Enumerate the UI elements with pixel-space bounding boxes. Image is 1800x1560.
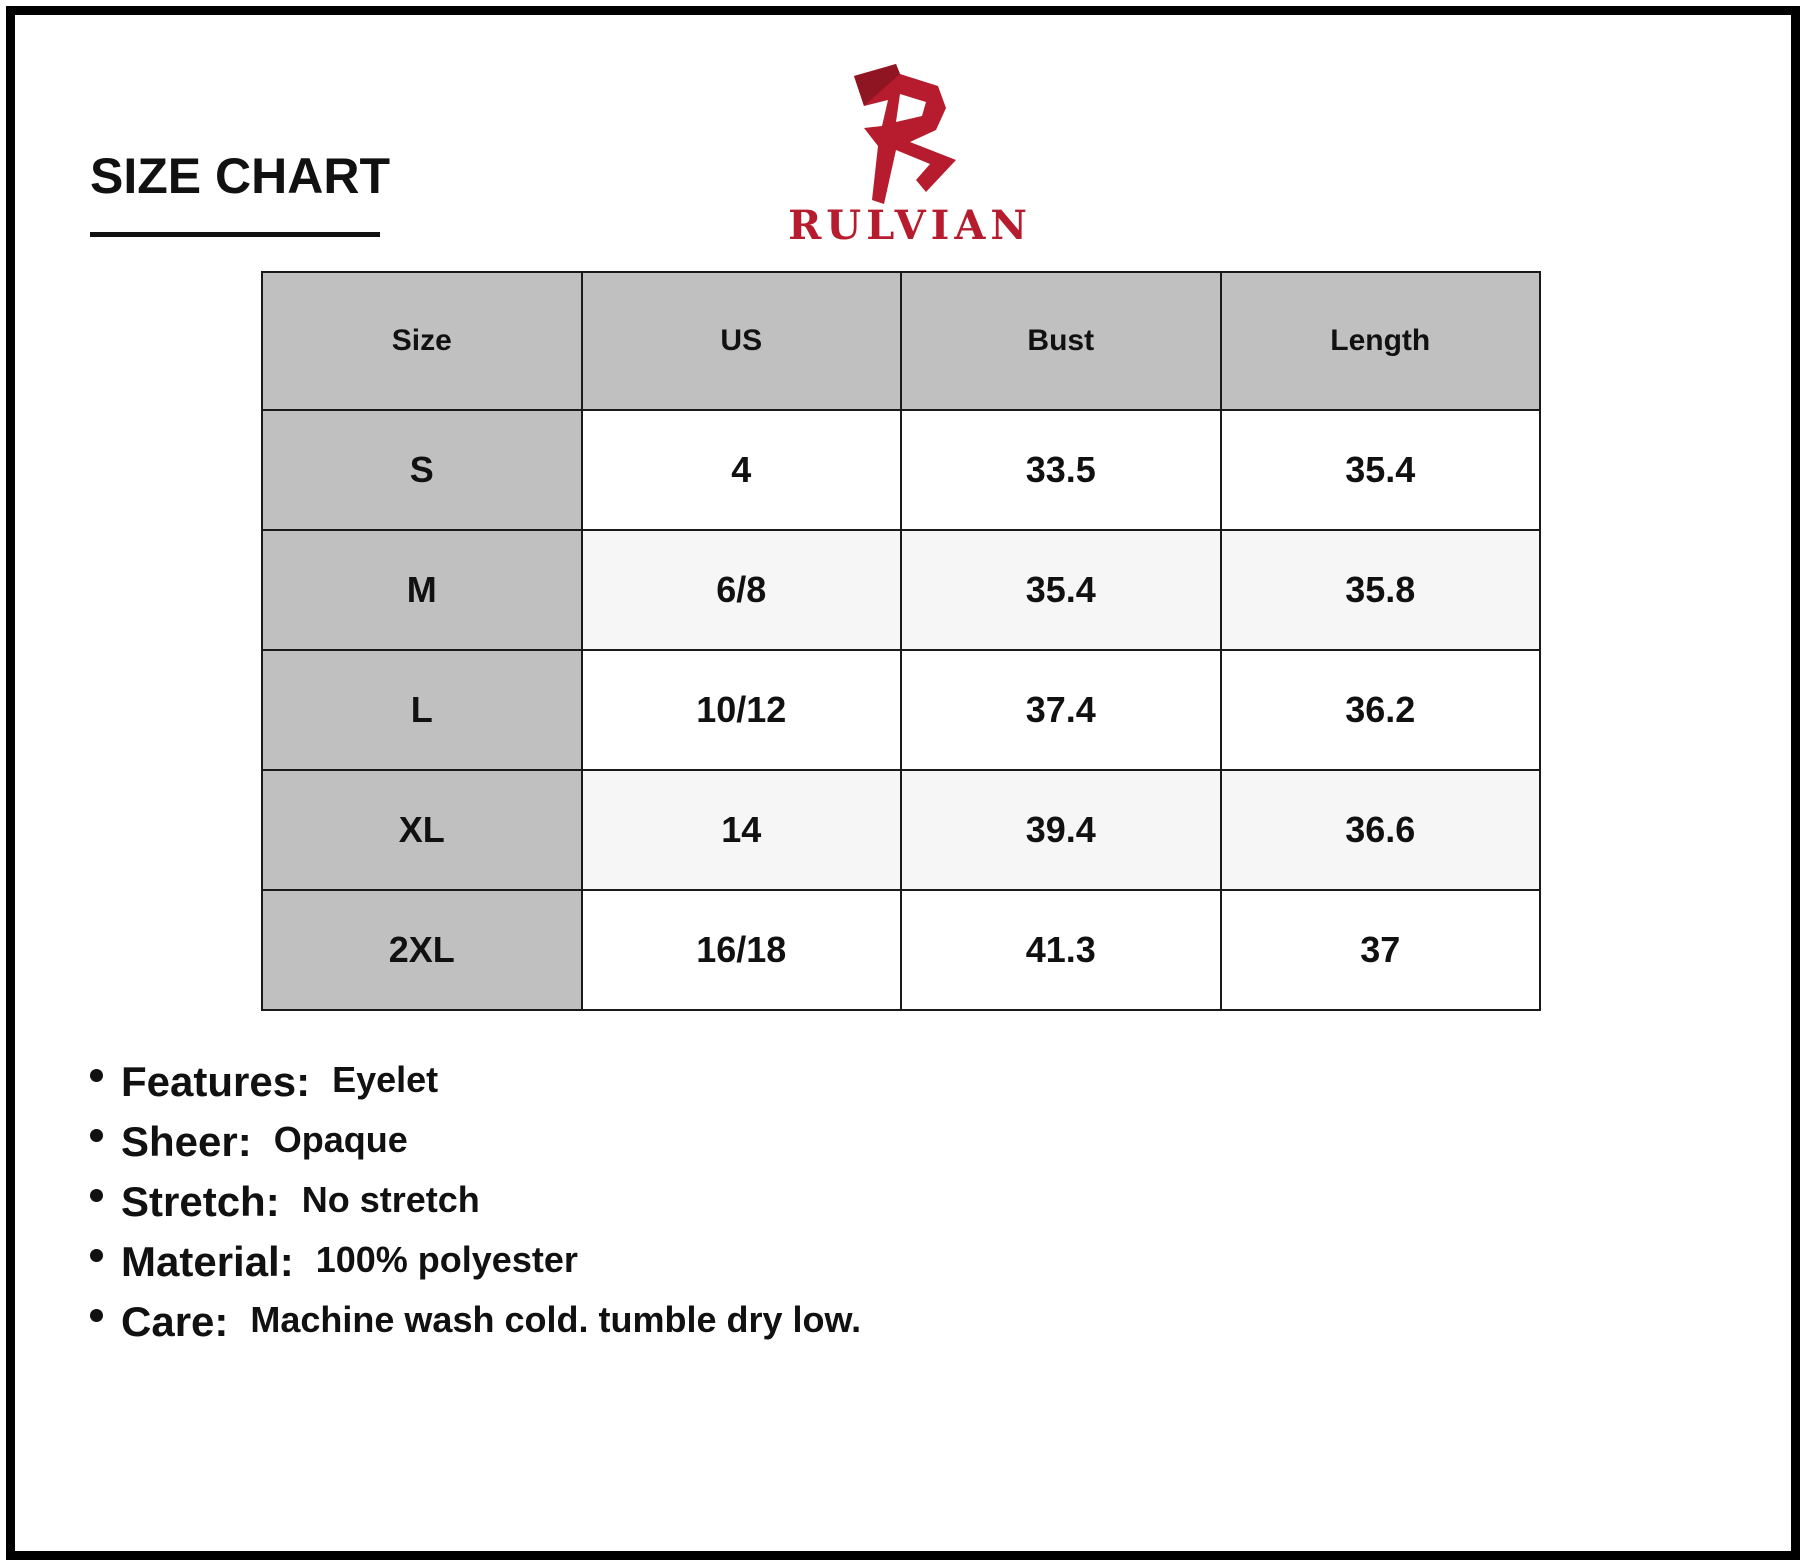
cell-bust: 33.5 bbox=[901, 410, 1221, 530]
feature-label: Stretch: bbox=[121, 1178, 280, 1225]
cell-us: 14 bbox=[582, 770, 902, 890]
list-item bbox=[90, 1238, 861, 1298]
cell-bust: 35.4 bbox=[901, 530, 1221, 650]
header-size: Size bbox=[262, 272, 582, 410]
cell-us: 10/12 bbox=[582, 650, 902, 770]
cell-length: 35.8 bbox=[1221, 530, 1541, 650]
size-chart-heading bbox=[90, 148, 390, 237]
page-title: SIZE CHART bbox=[90, 148, 390, 204]
bullet-icon bbox=[90, 1309, 103, 1322]
cell-us: 16/18 bbox=[582, 890, 902, 1010]
bullet-icon bbox=[90, 1069, 103, 1082]
table-row bbox=[262, 890, 1540, 1010]
title-underline bbox=[90, 232, 380, 237]
cell-size: S bbox=[262, 410, 582, 530]
cell-size: L bbox=[262, 650, 582, 770]
cell-bust: 39.4 bbox=[901, 770, 1221, 890]
cell-length: 37 bbox=[1221, 890, 1541, 1010]
cell-us: 4 bbox=[582, 410, 902, 530]
header-bust: Bust bbox=[901, 272, 1221, 410]
feature-label: Features: bbox=[121, 1058, 311, 1105]
cell-us: 6/8 bbox=[582, 530, 902, 650]
bullet-icon bbox=[90, 1189, 103, 1202]
feature-list bbox=[90, 1058, 861, 1358]
list-item bbox=[90, 1178, 861, 1238]
brand-logo bbox=[770, 64, 1050, 254]
cell-length: 36.2 bbox=[1221, 650, 1541, 770]
table-header-row bbox=[262, 272, 1540, 410]
feature-value: Eyelet bbox=[332, 1059, 439, 1100]
feature-value: No stretch bbox=[301, 1179, 480, 1220]
header-length: Length bbox=[1221, 272, 1541, 410]
cell-size: XL bbox=[262, 770, 582, 890]
list-item bbox=[90, 1118, 861, 1178]
list-item bbox=[90, 1298, 861, 1358]
cell-bust: 37.4 bbox=[901, 650, 1221, 770]
feature-label: Material: bbox=[121, 1238, 294, 1285]
feature-label: Sheer: bbox=[121, 1118, 252, 1165]
table-row bbox=[262, 410, 1540, 530]
table-row bbox=[262, 770, 1540, 890]
header-us: US bbox=[582, 272, 902, 410]
bullet-icon bbox=[90, 1129, 103, 1142]
feature-value: 100% polyester bbox=[315, 1239, 578, 1280]
brand-name: RULVIAN bbox=[788, 202, 1032, 249]
cell-length: 35.4 bbox=[1221, 410, 1541, 530]
feature-value: Opaque bbox=[273, 1119, 408, 1160]
feature-label: Care: bbox=[121, 1298, 229, 1345]
cell-size: 2XL bbox=[262, 890, 582, 1010]
cell-size: M bbox=[262, 530, 582, 650]
table-row bbox=[262, 650, 1540, 770]
r-logo-icon bbox=[838, 64, 968, 204]
feature-value: Machine wash cold. tumble dry low. bbox=[250, 1299, 862, 1340]
cell-bust: 41.3 bbox=[901, 890, 1221, 1010]
cell-length: 36.6 bbox=[1221, 770, 1541, 890]
size-table bbox=[261, 271, 1541, 1011]
table-row bbox=[262, 530, 1540, 650]
list-item bbox=[90, 1058, 861, 1118]
bullet-icon bbox=[90, 1249, 103, 1262]
